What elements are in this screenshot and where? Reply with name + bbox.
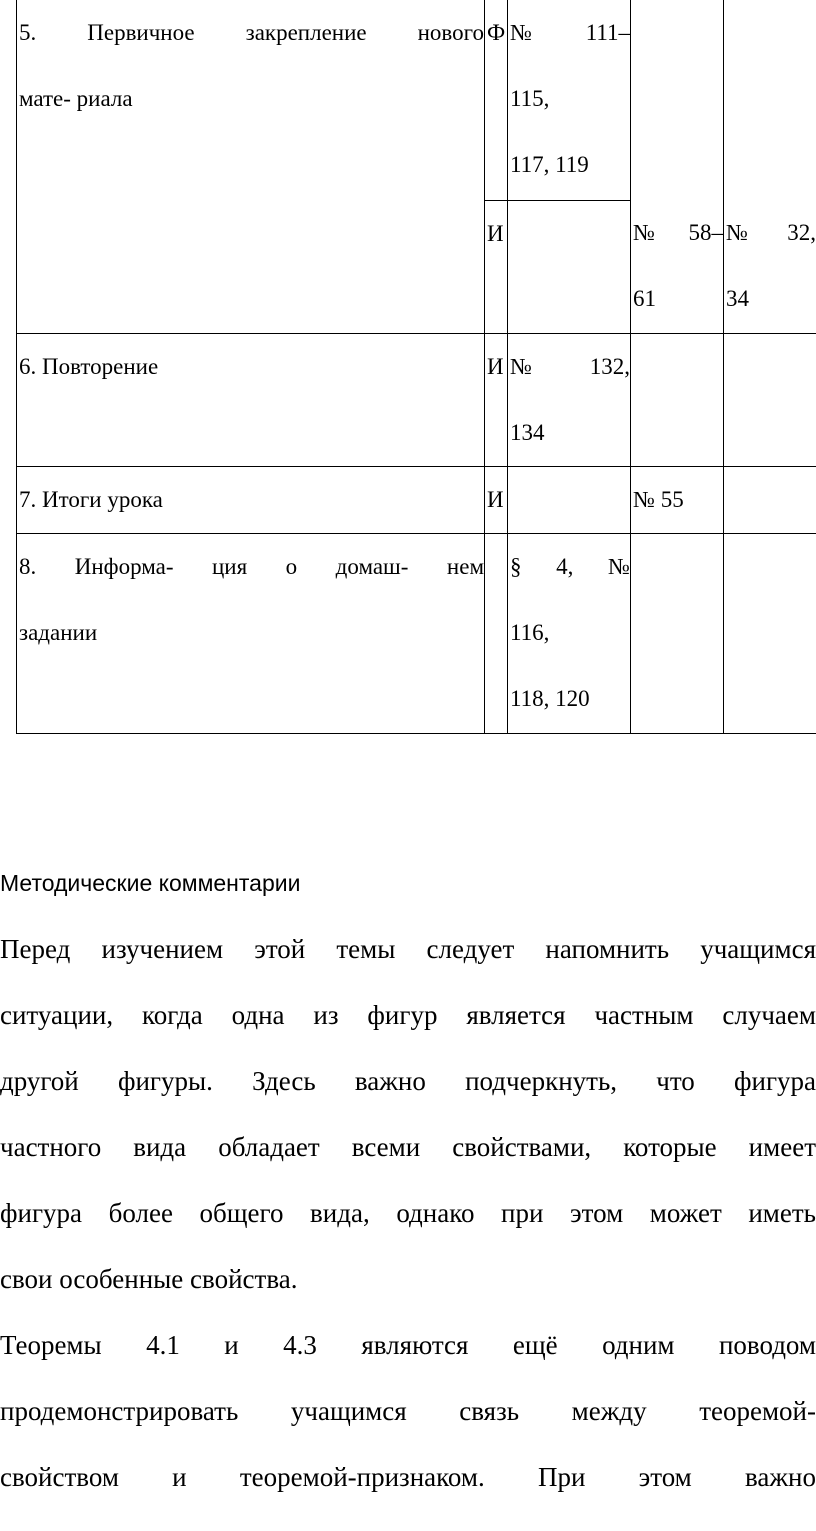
stage-text-line: 5. Первичное закрепление нового <box>19 20 484 45</box>
workbook-text-line: № 58– <box>633 220 723 245</box>
textbook-text-line: № 132, <box>510 353 630 379</box>
paragraph-line: свойством и теоремой-признаком. При этом важно <box>0 1462 816 1492</box>
textbook-cell <box>508 533 631 733</box>
didactic-cell <box>724 200 816 333</box>
stage-cell <box>17 466 485 533</box>
lesson-plan-table <box>16 0 816 734</box>
form-cell: И <box>485 200 508 333</box>
workbook-text-line: 61 <box>633 286 656 311</box>
stage-cell <box>17 0 485 333</box>
workbook-cell <box>631 533 724 733</box>
didactic-text-line: 34 <box>726 286 749 311</box>
textbook-cell <box>508 200 631 333</box>
textbook-text-line: 118, 120 <box>510 685 590 711</box>
form-cell: И <box>485 333 508 466</box>
workbook-text-line: № 55 <box>633 486 684 512</box>
stage-cell <box>17 333 485 466</box>
textbook-text-line: № 111– <box>510 20 630 45</box>
stage-text-line: 8. Информа- ция о домаш- нем <box>19 553 484 579</box>
table-row <box>17 333 816 466</box>
didactic-cell <box>724 333 816 466</box>
didactic-cell <box>724 0 816 200</box>
table-row <box>17 533 816 733</box>
textbook-cell <box>508 0 631 200</box>
paragraph-line: продемонстрировать учащимся связь между теоремой- <box>0 1396 816 1426</box>
textbook-text-line: 116, <box>510 619 550 645</box>
stage-text-line: 7. Итоги урока <box>19 486 163 512</box>
form-cell: И <box>485 466 508 533</box>
form-cell: Ф <box>485 0 508 200</box>
paragraph-line: свои особенные свойства. <box>0 1264 298 1294</box>
didactic-text-line: № 32, <box>726 220 816 245</box>
didactic-cell <box>724 533 816 733</box>
paragraph-line: ситуации, когда одна из фигур является частным случаем <box>0 1000 816 1030</box>
comments-paragraph-2 <box>0 1312 816 1510</box>
comments-paragraph-1 <box>0 916 816 1312</box>
workbook-cell <box>631 466 724 533</box>
paragraph-line: Перед изучением этой темы следует напомнить учащимся <box>0 934 816 964</box>
textbook-text-line: 134 <box>510 419 545 445</box>
table-row <box>17 466 816 533</box>
textbook-text-line: 115, <box>510 86 550 111</box>
stage-text-line: мате- риала <box>19 86 133 111</box>
paragraph-line: фигура более общего вида, однако при этом может иметь <box>0 1198 816 1228</box>
textbook-cell <box>508 333 631 466</box>
textbook-text-line: 117, 119 <box>510 152 589 177</box>
workbook-cell <box>631 200 724 333</box>
workbook-cell <box>631 333 724 466</box>
workbook-cell <box>631 0 724 200</box>
stage-text-line: задании <box>19 619 98 645</box>
section-title: Методические комментарии <box>0 870 301 896</box>
table-row <box>17 0 816 200</box>
stage-text-line: 6. Повторение <box>19 353 159 379</box>
didactic-cell <box>724 466 816 533</box>
paragraph-line: другой фигуры. Здесь важно подчеркнуть, что фигура <box>0 1066 816 1096</box>
paragraph-line: частного вида обладает всеми свойствами, которые имеет <box>0 1132 816 1162</box>
form-cell <box>485 533 508 733</box>
textbook-cell <box>508 466 631 533</box>
stage-cell <box>17 533 485 733</box>
paragraph-line: Теоремы 4.1 и 4.3 являются ещё одним поводом <box>0 1330 816 1360</box>
textbook-text-line: § 4, № <box>510 553 630 579</box>
